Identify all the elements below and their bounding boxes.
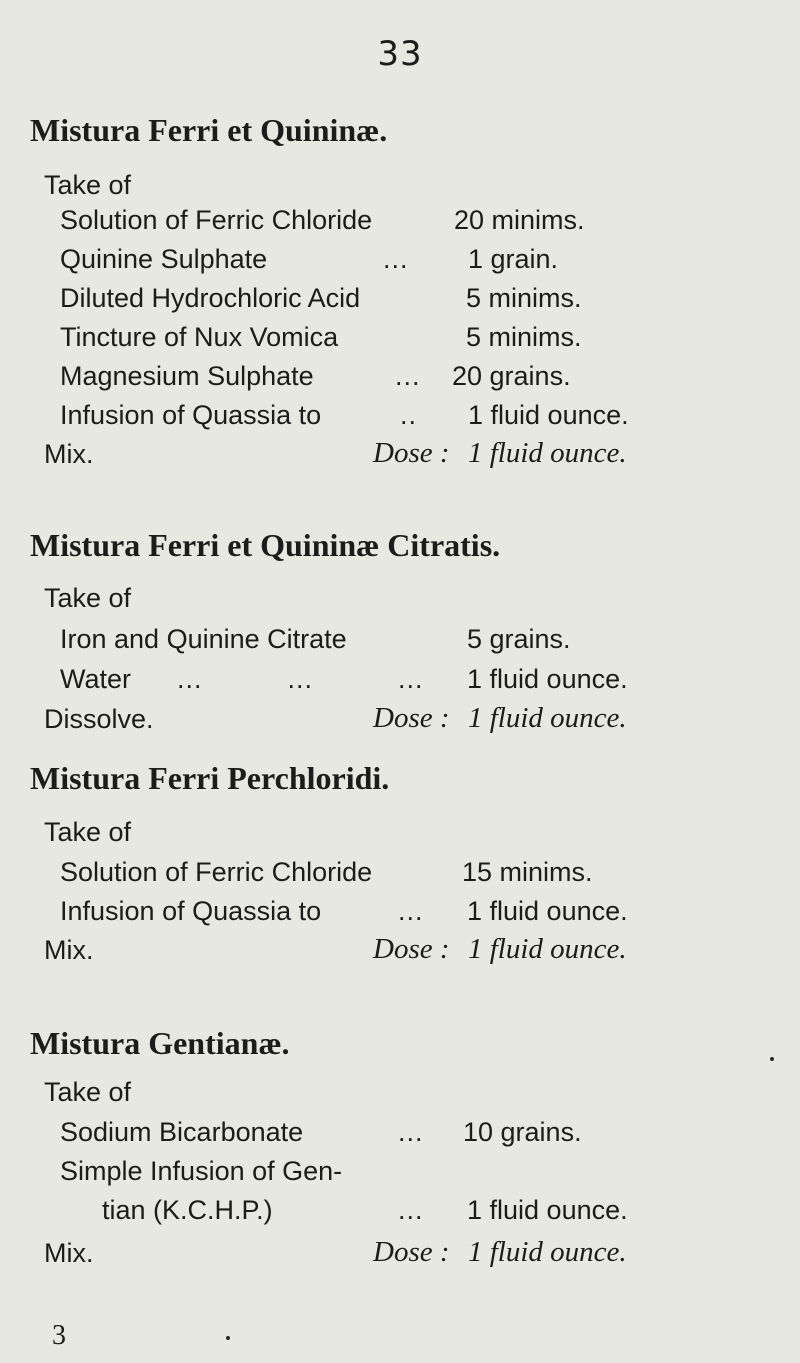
ingredient-amount: 1 grain.	[468, 244, 559, 274]
ingredient-name: Water	[60, 664, 132, 694]
ingredient-amount: 5 grains.	[467, 624, 571, 654]
ingredient-name: Magnesium Sulphate	[60, 361, 314, 391]
ingredient-dots: ...	[398, 1195, 424, 1225]
ingredient-dots: ..	[400, 400, 418, 430]
ingredient-dots: ...	[398, 1117, 424, 1147]
dose-label: Dose :	[373, 702, 450, 734]
recipe-title: Mistura Ferri et Quininæ.	[30, 112, 388, 148]
ingredient-amount: 20 minims.	[454, 205, 585, 235]
ingredient-amount: 10 grains.	[463, 1117, 582, 1147]
ingredient-name: Iron and Quinine Citrate	[60, 624, 347, 654]
ingredient-name: Infusion of Quassia to	[60, 896, 322, 926]
ingredient-dots: ... ... ...	[177, 664, 424, 694]
dose-value: 1 fluid ounce.	[468, 437, 627, 469]
ink-speck	[770, 1057, 774, 1061]
ingredient-dots: ...	[383, 244, 409, 274]
ingredient-amount: 5 minims.	[466, 322, 582, 352]
take-of: Take of	[44, 583, 132, 613]
take-of: Take of	[44, 817, 132, 847]
ingredient-amount: 20 grains.	[452, 361, 571, 391]
ingredient-amount: 15 minims.	[462, 857, 593, 887]
ingredient-amount: 1 fluid ounce.	[467, 1195, 628, 1225]
instruction: Mix.	[44, 439, 94, 469]
ingredient-amount: 1 fluid ounce.	[468, 400, 629, 430]
page-number: 33	[377, 34, 423, 74]
recipe-title: Mistura Ferri Perchloridi.	[30, 760, 390, 796]
ingredient-amount: 1 fluid ounce.	[467, 664, 628, 694]
dose-value: 1 fluid ounce.	[468, 702, 627, 734]
ingredient-name: Infusion of Quassia to	[60, 400, 322, 430]
instruction: Mix.	[44, 935, 94, 965]
ingredient-dots: ...	[398, 896, 424, 926]
instruction: Dissolve.	[44, 704, 154, 734]
instruction: Mix.	[44, 1238, 94, 1268]
ingredient-name: Sodium Bicarbonate	[60, 1117, 304, 1147]
dose-label: Dose :	[373, 1236, 450, 1268]
signature-mark: 3	[52, 1320, 66, 1351]
ingredient-name: Diluted Hydrochloric Acid	[60, 283, 361, 313]
ingredient-name: Solution of Ferric Chloride	[60, 857, 373, 887]
ingredient-dots: ...	[395, 361, 421, 391]
ingredient-name: Quinine Sulphate	[60, 244, 268, 274]
ingredient-name: Simple Infusion of Gen-	[60, 1156, 343, 1186]
take-of: Take of	[44, 170, 132, 200]
ingredient-name: Tincture of Nux Vomica	[60, 322, 339, 352]
dose-label: Dose :	[373, 933, 450, 965]
ink-speck	[226, 1336, 230, 1340]
dose-label: Dose :	[373, 437, 450, 469]
ingredient-name: tian (K.C.H.P.)	[102, 1195, 273, 1225]
dose-value: 1 fluid ounce.	[468, 1236, 627, 1268]
recipe-title: Mistura Ferri et Quininæ Citratis.	[30, 527, 501, 563]
ingredient-name: Solution of Ferric Chloride	[60, 205, 373, 235]
recipe-title: Mistura Gentianæ.	[30, 1025, 290, 1061]
dose-value: 1 fluid ounce.	[468, 933, 627, 965]
take-of: Take of	[44, 1077, 132, 1107]
ingredient-amount: 5 minims.	[466, 283, 582, 313]
ingredient-amount: 1 fluid ounce.	[467, 896, 628, 926]
